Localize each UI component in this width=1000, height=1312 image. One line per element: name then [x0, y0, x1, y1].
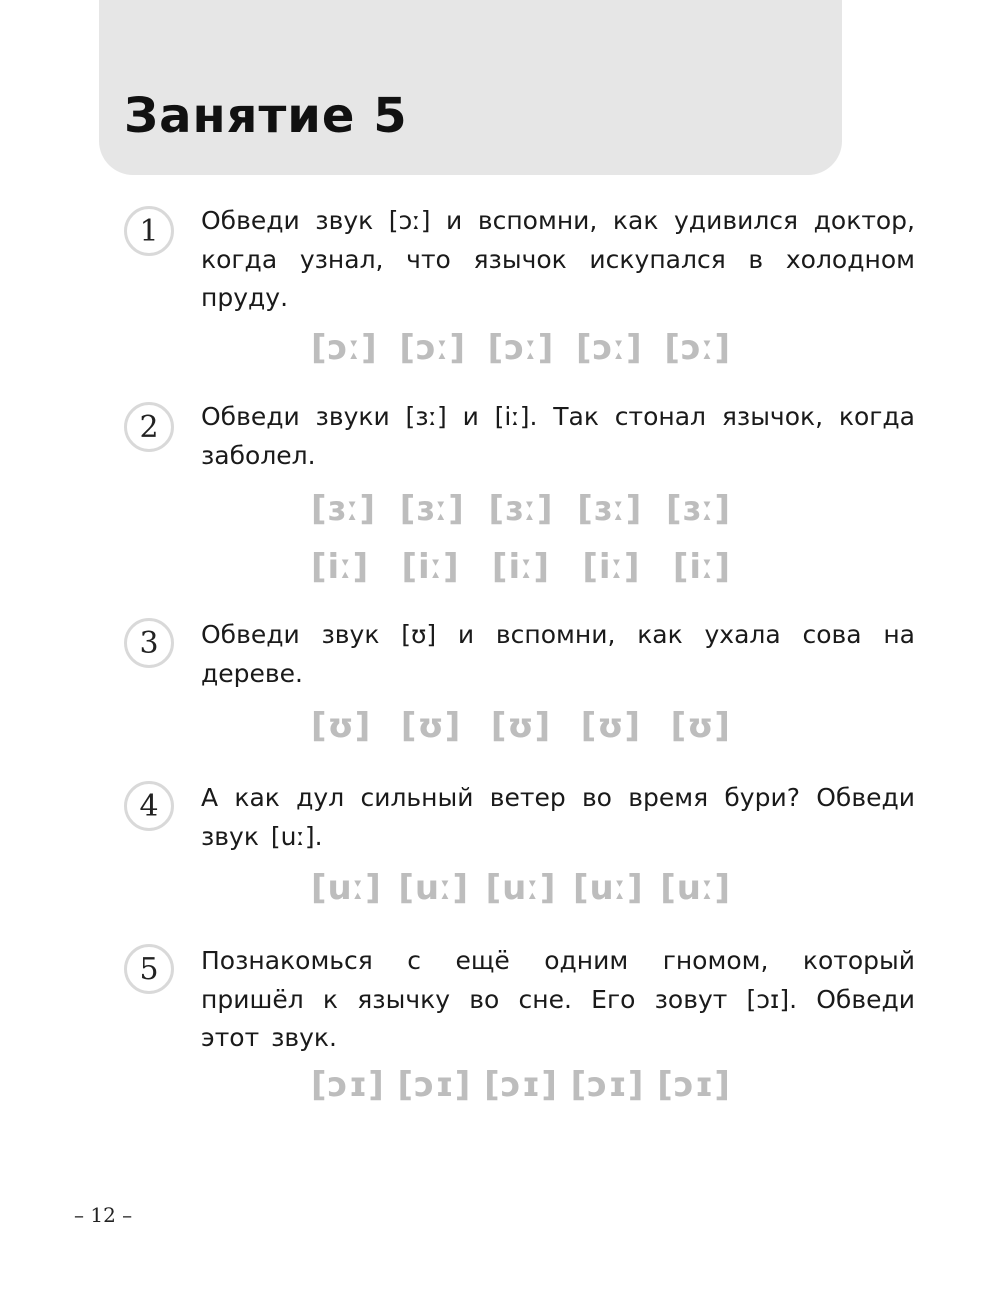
sound-item[interactable]: [ɜː] — [665, 489, 731, 529]
sound-item[interactable]: [uː] — [398, 868, 470, 908]
sound-item[interactable]: [iː] — [401, 547, 460, 587]
sound-item[interactable]: [ɔɪ] — [570, 1065, 645, 1105]
exercise-number-badge: 3 — [124, 618, 174, 668]
sound-item[interactable]: [ɔː] — [487, 328, 555, 368]
exercise-instruction: Познакомься с ещё одним гномом, который пришёл к язычку во сне. Его зовут [ɔɪ]. Обведи этот звук. — [201, 946, 915, 1052]
exercise-number-badge: 1 — [124, 206, 174, 256]
sound-item[interactable]: [ɔɪ] — [484, 1065, 558, 1105]
sound-row — [311, 489, 731, 529]
sound-item[interactable]: [ɔː] — [575, 328, 643, 368]
exercise-instruction: Обведи звук [ʊ] и вспомни, как ухала сова на дереве. — [201, 620, 915, 688]
sound-item[interactable]: [ɔː] — [664, 328, 731, 368]
sound-item[interactable]: [ʊ] — [311, 706, 372, 746]
sound-item[interactable]: [iː] — [491, 547, 551, 587]
sound-item[interactable]: [uː] — [660, 868, 731, 908]
lesson-title: Занятие 5 — [124, 88, 408, 144]
exercise-number-badge: 4 — [124, 781, 174, 831]
sound-item[interactable]: [iː] — [311, 547, 370, 587]
sound-item[interactable]: [ʊ] — [400, 706, 462, 746]
sound-item[interactable]: [ʊ] — [580, 706, 642, 746]
sound-item[interactable]: [ɔː] — [399, 328, 467, 368]
exercise-number-badge: 2 — [124, 402, 174, 452]
sound-row — [311, 706, 731, 746]
sound-item[interactable]: [iː] — [582, 547, 641, 587]
exercise-instruction: А как дул сильный ветер во время бури? Обведи звук [uː]. — [201, 783, 915, 851]
sound-row — [311, 547, 731, 587]
sound-item[interactable]: [ɜː] — [488, 489, 554, 529]
page-number: – 12 – — [74, 1203, 133, 1227]
exercise-instruction: Обведи звук [ɔː] и вспомни, как удивился доктор, когда узнал, что язычок искупался в холодном пруду. — [201, 206, 915, 312]
exercise-number-badge: 5 — [124, 944, 174, 994]
sound-item[interactable]: [ʊ] — [670, 706, 731, 746]
sound-item[interactable]: [iː] — [672, 547, 731, 587]
sound-item[interactable]: [ɜː] — [399, 489, 465, 529]
sound-item[interactable]: [ɔɪ] — [657, 1065, 731, 1105]
sound-item[interactable]: [ʊ] — [490, 706, 552, 746]
sound-item[interactable]: [ɜː] — [577, 489, 643, 529]
sound-row — [311, 1065, 731, 1105]
sound-row — [311, 328, 731, 368]
sound-item[interactable]: [ɔɪ] — [311, 1065, 385, 1105]
sound-item[interactable]: [uː] — [572, 868, 644, 908]
sound-item[interactable]: [ɜː] — [311, 489, 377, 529]
exercise-instruction: Обведи звуки [ɜː] и [iː]. Так стонал язычок, когда заболел. — [201, 402, 915, 470]
sound-item[interactable]: [ɔɪ] — [397, 1065, 472, 1105]
sound-item[interactable]: [uː] — [485, 868, 557, 908]
sound-item[interactable]: [uː] — [311, 868, 382, 908]
sound-row — [311, 868, 731, 908]
sound-item[interactable]: [ɔː] — [311, 328, 378, 368]
